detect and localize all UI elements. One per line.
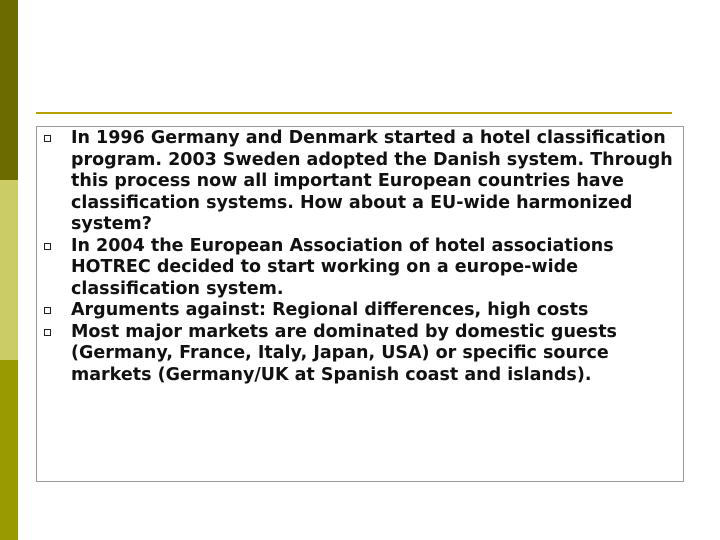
- side-band-bottom: [0, 360, 18, 540]
- title-divider: [36, 112, 672, 114]
- list-item: [44, 128, 674, 236]
- bullet-text: Most major markets are dominated by domestic guests (Germany, France, Italy, Japan, USA) or specific source markets (Germany/UK at Spanish coast and islands).: [71, 321, 617, 385]
- bullet-text: Arguments against: Regional differences, high costs: [71, 300, 589, 320]
- bullet-list: [44, 128, 674, 386]
- square-bullet-icon: [44, 329, 51, 336]
- side-band-middle: [0, 180, 18, 360]
- list-item: [44, 300, 674, 322]
- bullet-text: In 1996 Germany and Denmark started a hotel classification program. 2003 Sweden adopted the Danish system. Through this process now all important European countries have classification systems. How about a EU-wide harmonized system?: [71, 128, 673, 234]
- square-bullet-icon: [44, 135, 51, 142]
- bullet-text: In 2004 the European Association of hotel associations HOTREC decided to start working on a europe-wide classification system.: [71, 235, 614, 299]
- square-bullet-icon: [44, 243, 51, 250]
- list-item: [44, 322, 674, 387]
- list-item: [44, 236, 674, 301]
- square-bullet-icon: [44, 307, 51, 314]
- side-band-top: [0, 0, 18, 180]
